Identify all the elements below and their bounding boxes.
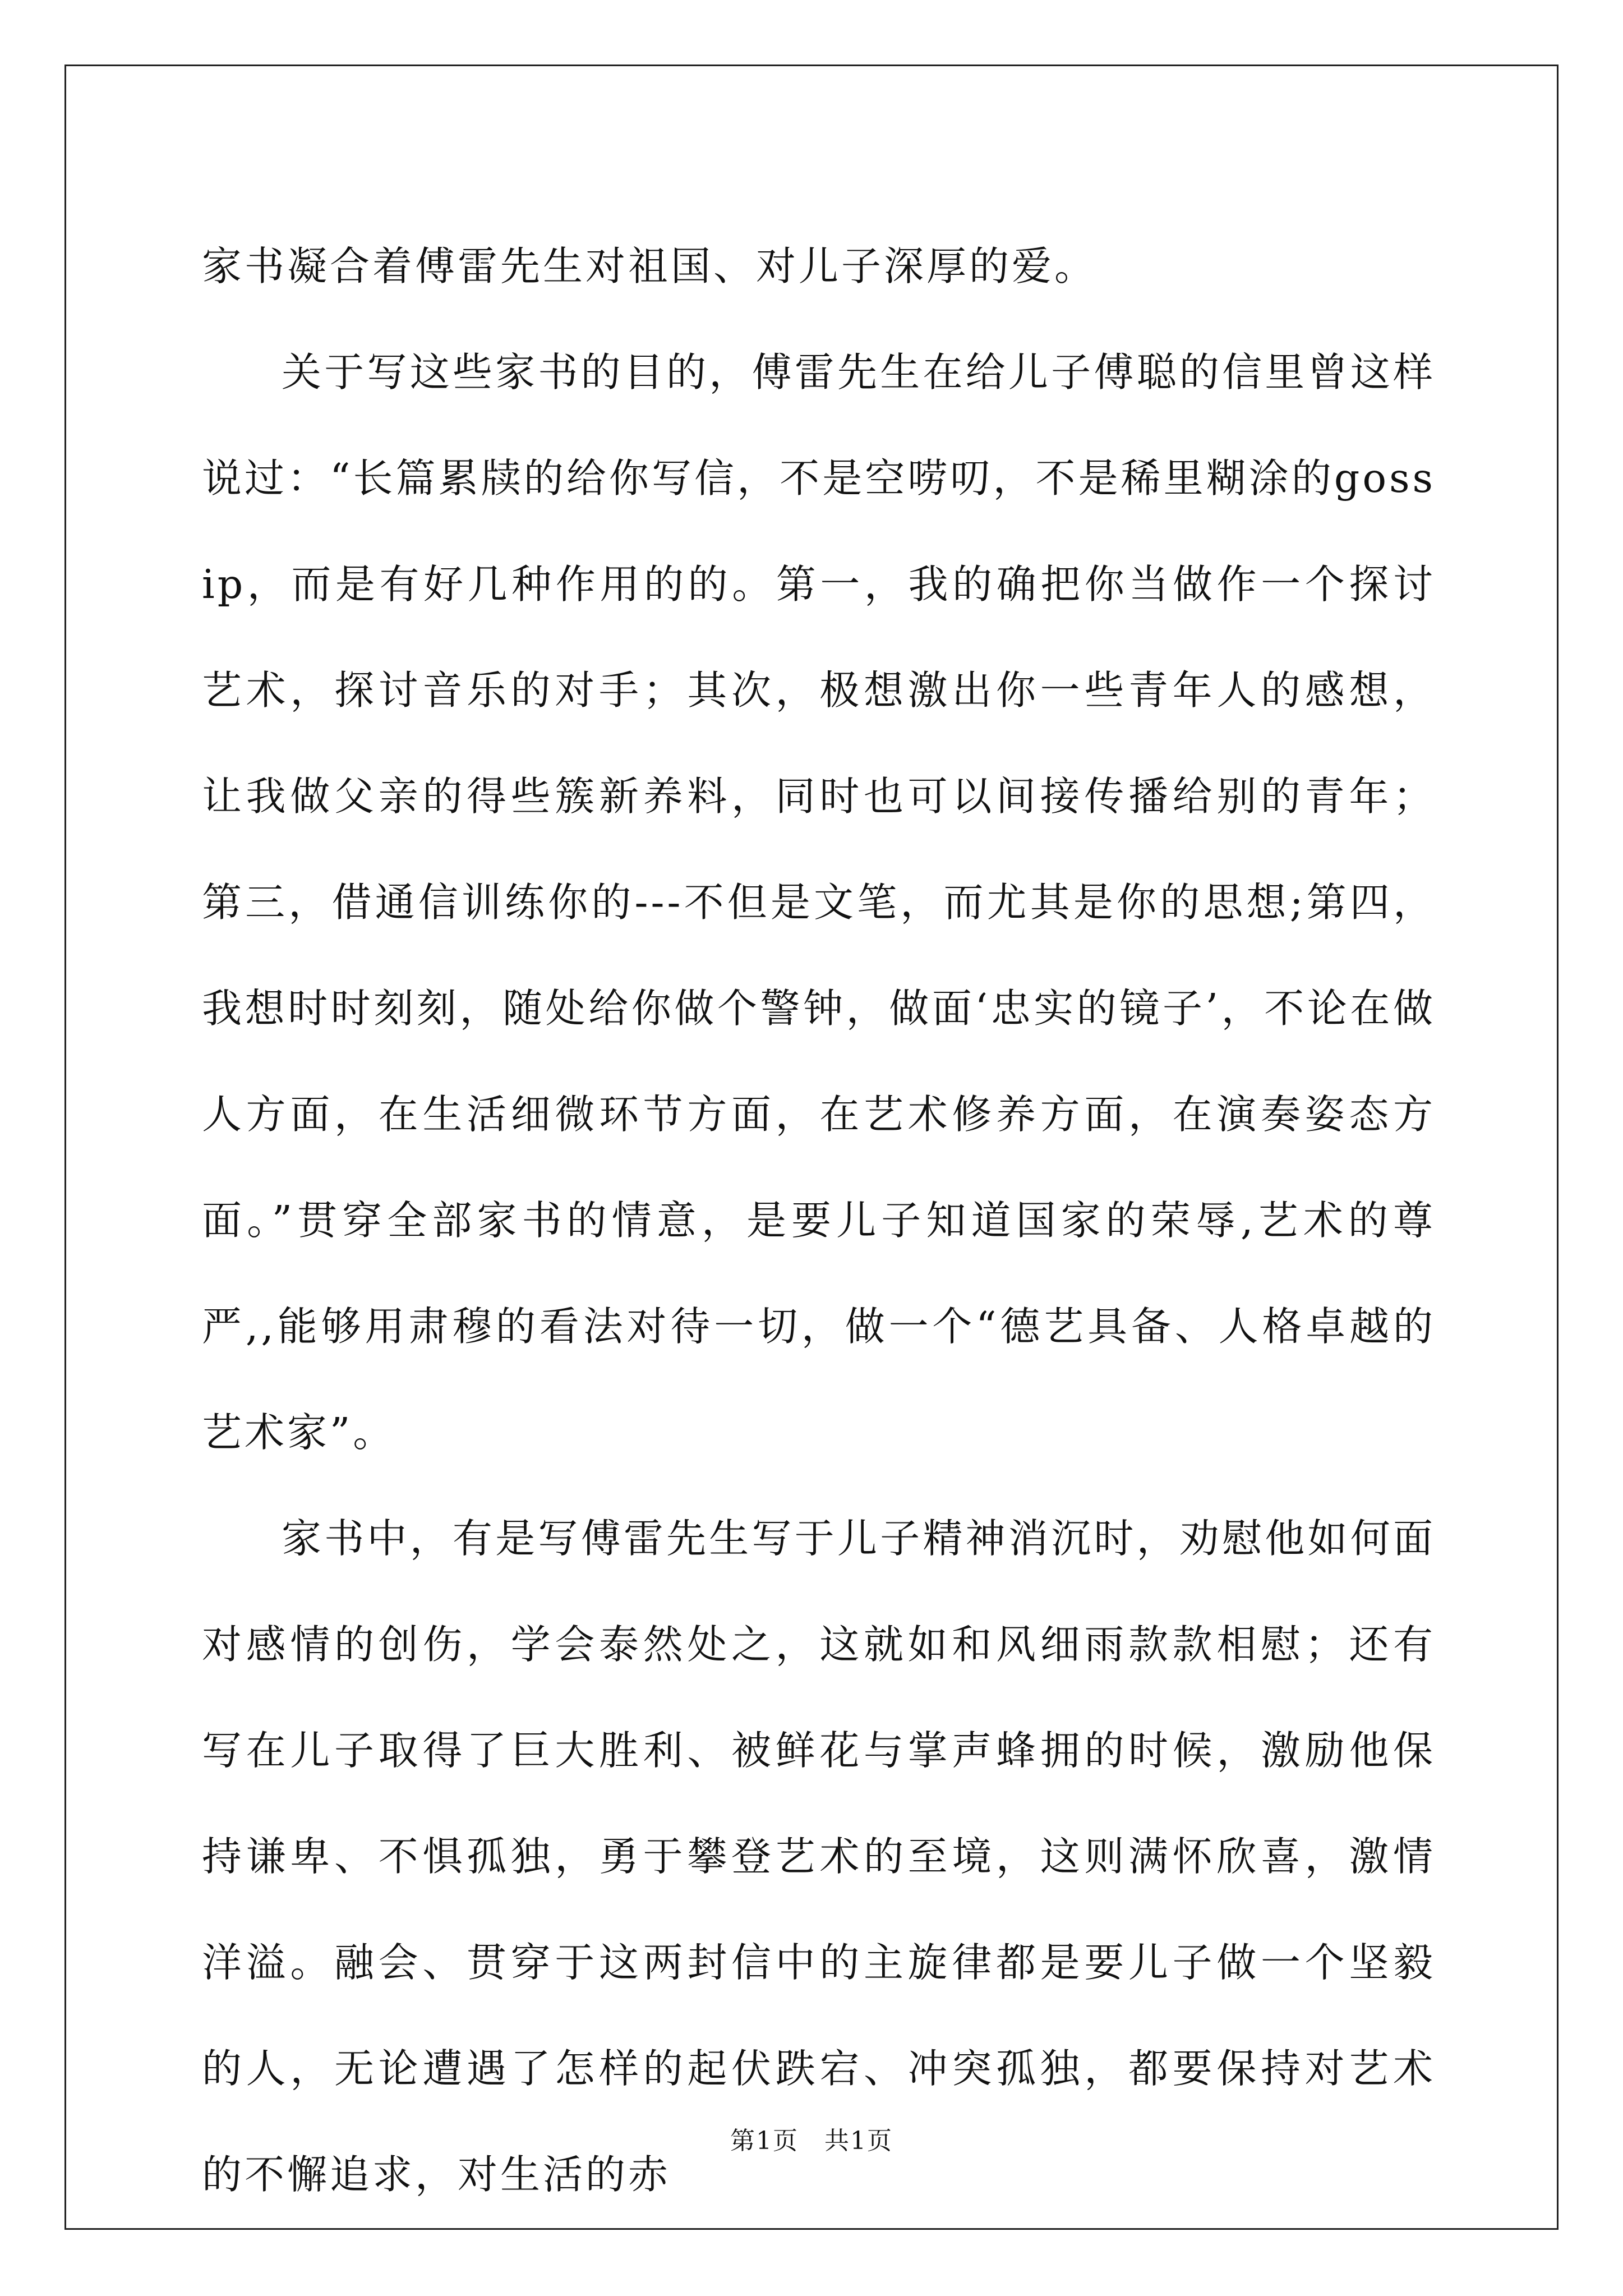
paragraph-3: 家书中，有是写傅雷先生写于儿子精神消沉时，劝慰他如何面对感情的创伤，学会泰然处之，这就如和风细雨款款相慰；还有写在儿子取得了巨大胜利、被鲜花与掌声蜂拥的时候，激励他保持谦卑、不惧孤独，勇于攀登艺术的至境，这则满怀欣喜，激情洋溢。融会、贯穿于这两封信中的主旋律都是要儿子做一个坚毅的人，无论遭遇了怎样的起伏跌宕、冲突孤独，都要保持对艺术的不懈追求，对生活的赤 xyxy=(202,1515,1436,2198)
paragraph-2: 关于写这些家书的目的，傅雷先生在给儿子傅聪的信里曾这样说过：“长篇累牍的给你写信，不是空唠叨，不是稀里糊涂的gossip，而是有好几种作用的的。第一，我的确把你当做作一个探讨艺术，探讨音乐的对手；其次，极想激出你一些青年人的感想，让我做父亲的得些簇新养料，同时也可以间接传播给别的青年；第三，借通信训练你的---不但是文笔，而尤其是你的思想;第四，我想时时刻刻，随处给你做个警钟，做面‘忠实的镜子’，不论在做人方面，在生活细微环节方面，在艺术修养方面，在演奏姿态方面。”贯穿全部家书的情意，是要儿子知道国家的荣辱,艺术的尊严,,能够用肃穆的看法对待一切，做一个“德艺具备、人格卓越的艺术家”。 xyxy=(202,349,1436,1456)
document-body xyxy=(202,213,1436,2228)
paragraph-1: 家书凝合着傅雷先生对祖国、对儿子深厚的爱。 xyxy=(202,243,1098,289)
page-footer: 第1页 共1页 xyxy=(730,2127,893,2155)
